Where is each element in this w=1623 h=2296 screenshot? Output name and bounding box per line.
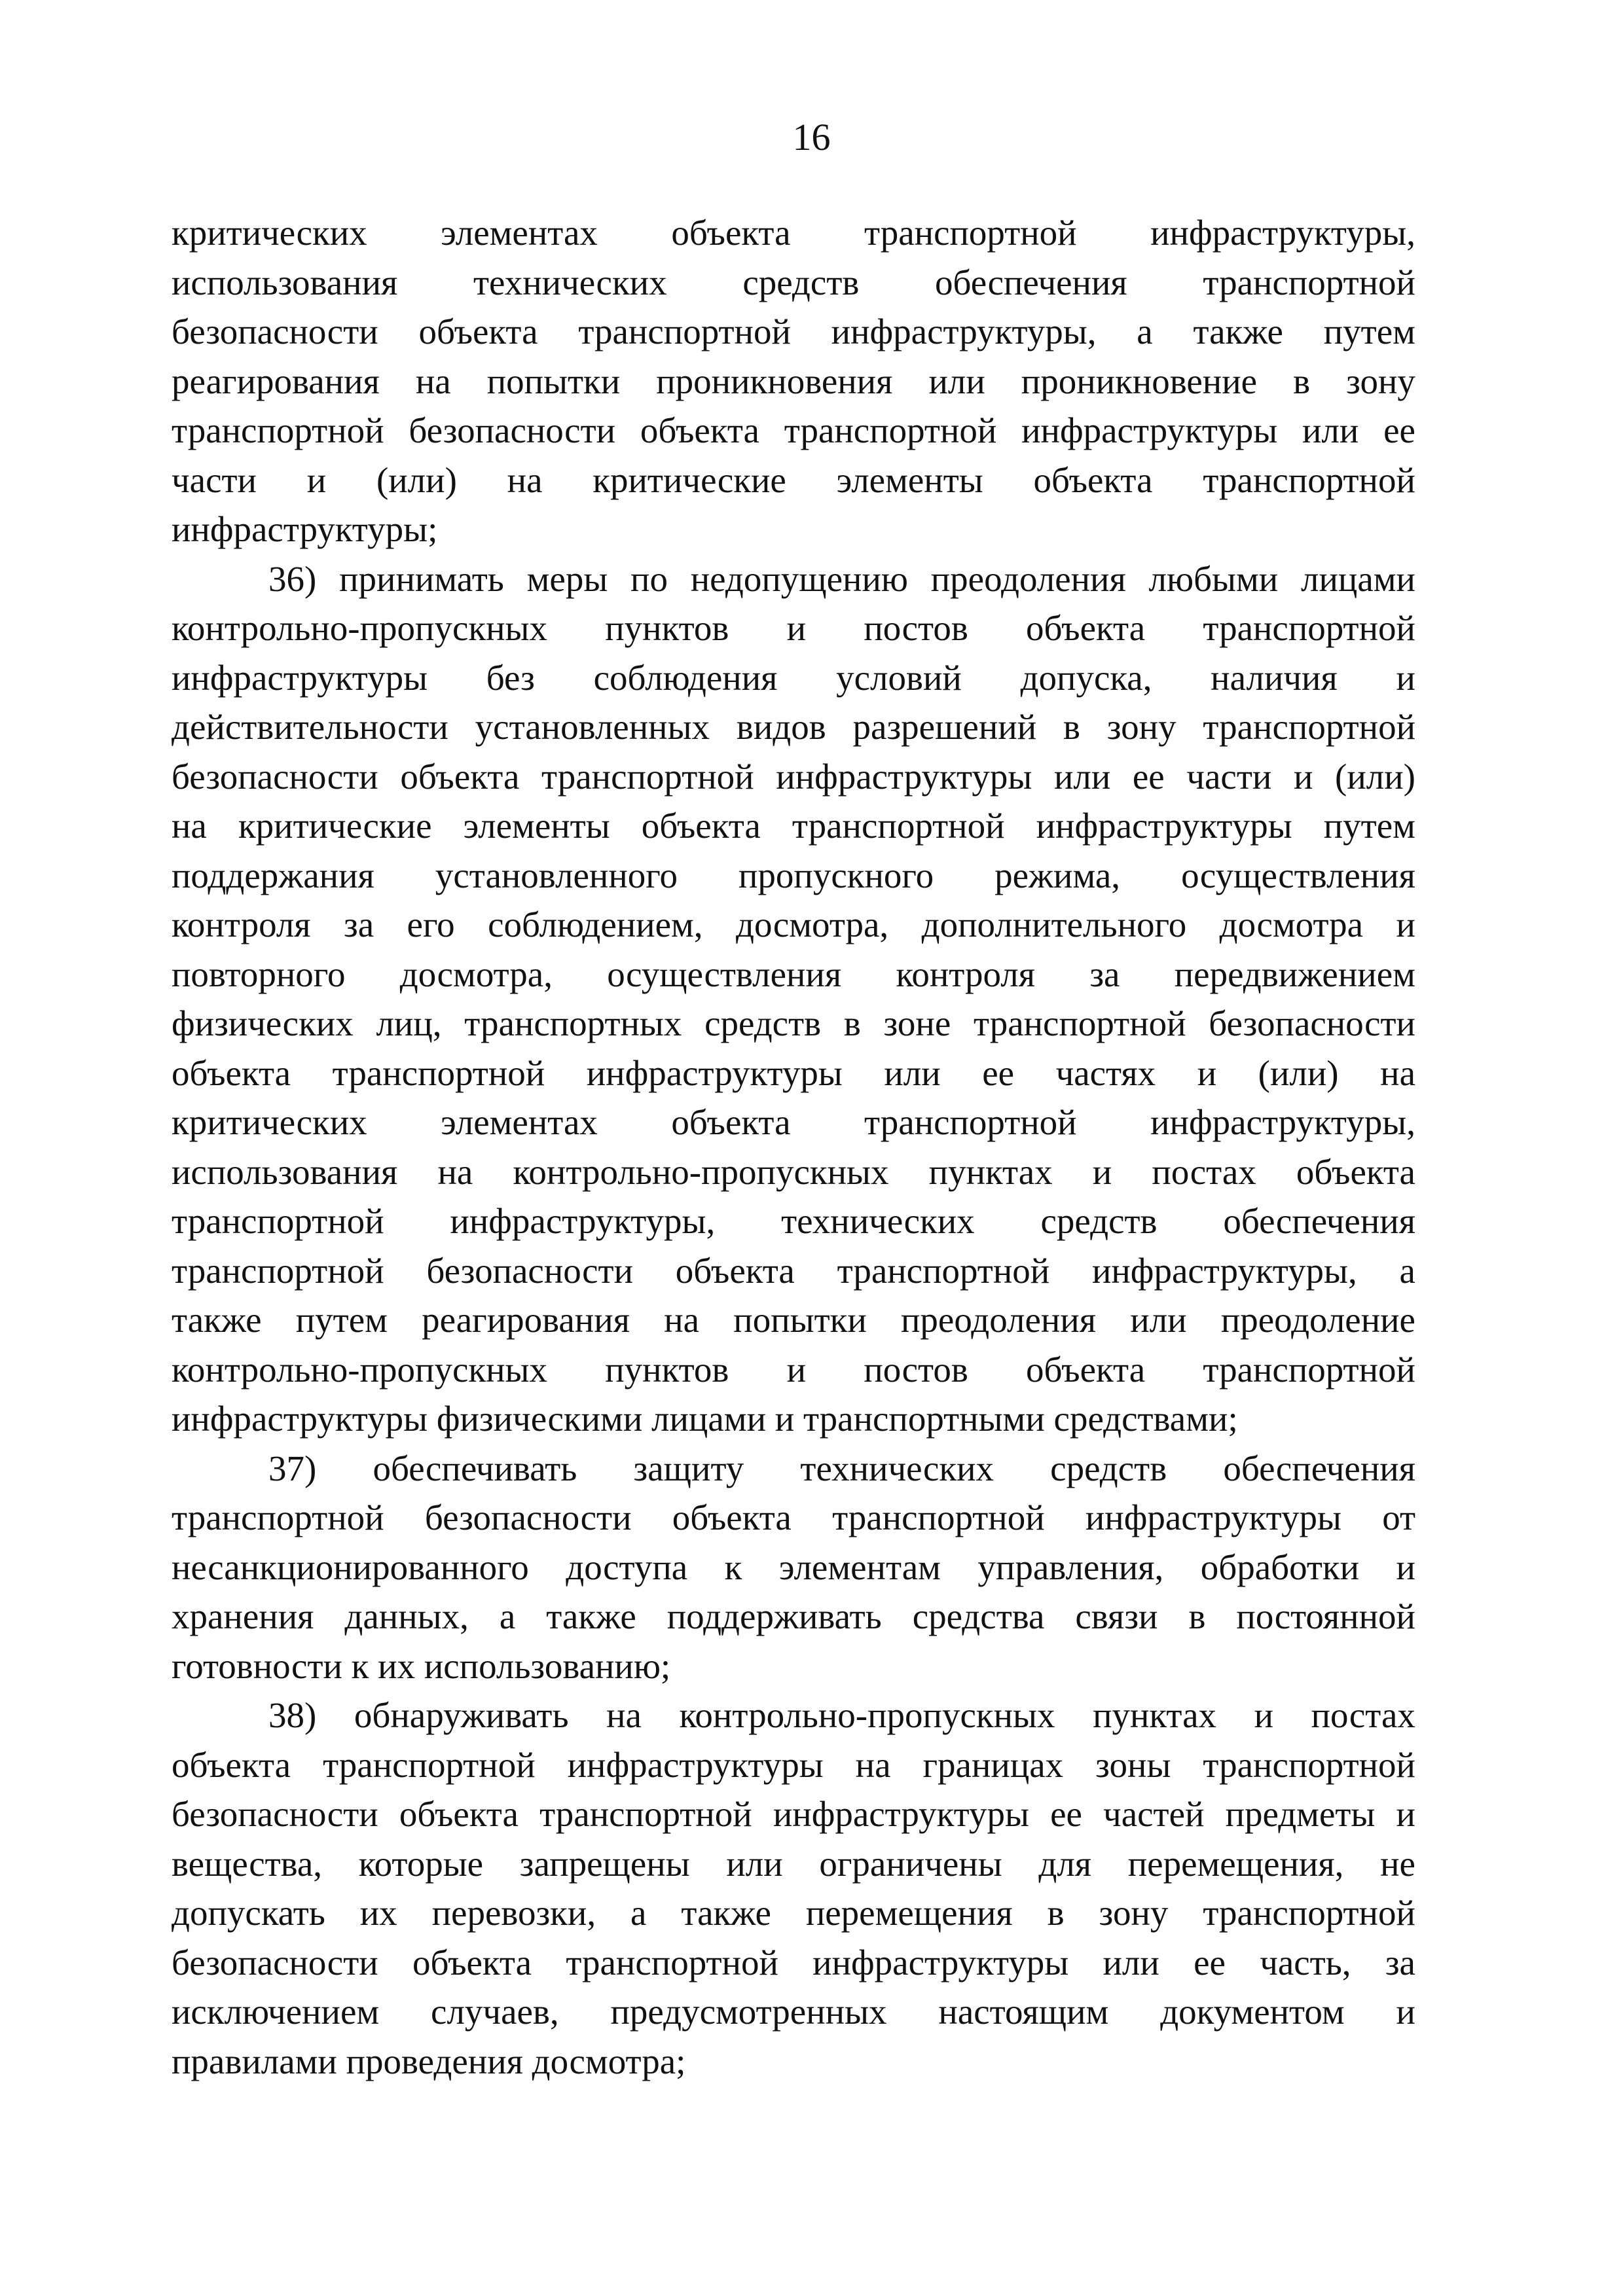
- text-line: поддержания установленного пропускного режима, осуществления: [172, 855, 1415, 895]
- text-line: действительности установленных видов разрешений в зону транспортной: [172, 707, 1415, 747]
- text-line: также путем реагирования на попытки преодоления или преодоление: [172, 1300, 1415, 1340]
- paragraph-p-38: [172, 1691, 1415, 2086]
- text-line: безопасности объекта транспортной инфраструктуры, а также путем: [172, 312, 1415, 351]
- text-line: безопасности объекта транспортной инфраструктуры или ее часть, за: [172, 1942, 1415, 1982]
- text-line: безопасности объекта транспортной инфраструктуры ее частей предметы и: [172, 1794, 1415, 1834]
- text-line: контрольно-пропускных пунктов и постов объекта транспортной: [172, 608, 1415, 648]
- text-line: части и (или) на критические элементы объекта транспортной: [172, 459, 1415, 500]
- text-line: готовности к их использованию;: [172, 1645, 671, 1686]
- paragraph-p-37: [172, 1444, 1415, 1691]
- text-line: правилами проведения досмотра;: [172, 2041, 686, 2081]
- paragraph-p-36: [172, 554, 1415, 1444]
- text-line: 38) обнаруживать на контрольно-пропускных пунктах и постах: [268, 1695, 1415, 1735]
- text-line: физических лиц, транспортных средств в зоне транспортной безопасности: [172, 1003, 1415, 1043]
- text-line: использования на контрольно-пропускных пунктах и постах объекта: [172, 1151, 1415, 1192]
- text-line: безопасности объекта транспортной инфраструктуры или ее части и (или): [172, 756, 1415, 797]
- text-line: повторного досмотра, осуществления контроля за передвижением: [172, 954, 1415, 994]
- text-line: 37) обеспечивать защиту технических средств обеспечения: [268, 1448, 1415, 1488]
- text-line: хранения данных, а также поддерживать средства связи в постоянной: [172, 1596, 1415, 1636]
- paragraph-p-cont: [172, 208, 1415, 554]
- document-body: [172, 208, 1415, 2086]
- text-line: реагирования на попытки проникновения или проникновение в зону: [172, 361, 1415, 401]
- text-line: критических элементах объекта транспортной инфраструктуры,: [172, 1102, 1415, 1142]
- text-line: критических элементах объекта транспортной инфраструктуры,: [172, 213, 1415, 253]
- text-line: допускать их перевозки, а также перемещения в зону транспортной: [172, 1893, 1415, 1933]
- text-line: транспортной безопасности объекта транспортной инфраструктуры или ее: [172, 410, 1415, 450]
- text-line: несанкционированного доступа к элементам управления, обработки и: [172, 1547, 1415, 1587]
- text-line: инфраструктуры без соблюдения условий допуска, наличия и: [172, 657, 1415, 698]
- text-line: контрольно-пропускных пунктов и постов объекта транспортной: [172, 1349, 1415, 1390]
- text-line: 36) принимать меры по недопущению преодоления любыми лицами: [268, 558, 1415, 599]
- text-line: вещества, которые запрещены или ограничены для перемещения, не: [172, 1843, 1415, 1884]
- text-line: контроля за его соблюдением, досмотра, дополнительного досмотра и: [172, 905, 1415, 944]
- text-line: транспортной инфраструктуры, технических средств обеспечения: [172, 1201, 1415, 1241]
- text-line: на критические элементы объекта транспортной инфраструктуры путем: [172, 806, 1415, 846]
- text-line: инфраструктуры физическими лицами и транспортными средствами;: [172, 1399, 1238, 1439]
- page-number: 16: [792, 116, 831, 158]
- text-line: исключением случаев, предусмотренных настоящим документом и: [172, 1992, 1415, 2032]
- text-line: транспортной безопасности объекта транспортной инфраструктуры от: [172, 1498, 1415, 1537]
- text-line: объекта транспортной инфраструктуры на границах зоны транспортной: [172, 1744, 1415, 1785]
- text-line: использования технических средств обеспечения транспортной: [172, 262, 1415, 302]
- text-line: транспортной безопасности объекта транспортной инфраструктуры, а: [172, 1250, 1415, 1291]
- text-line: объекта транспортной инфраструктуры или ее частях и (или) на: [172, 1052, 1415, 1093]
- text-line: инфраструктуры;: [172, 509, 438, 549]
